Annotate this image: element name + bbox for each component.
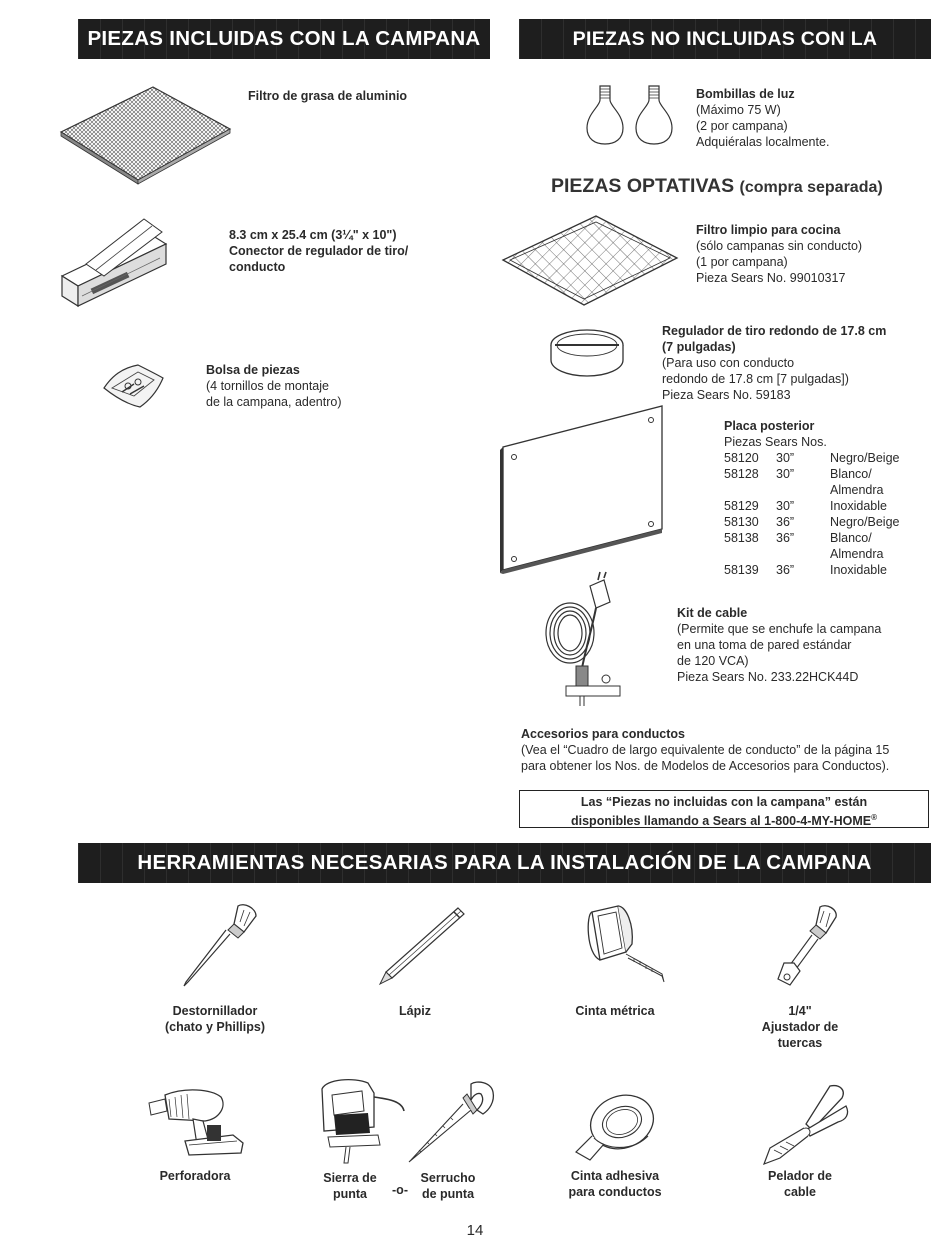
optional-parts-heading [551, 175, 883, 198]
part-number: 58128 [724, 467, 759, 481]
not-included-parts-banner [519, 19, 931, 90]
part-size: 30” [776, 499, 795, 513]
back-plate-description [724, 418, 900, 578]
wire-stripper-label-line1: Pelador de [768, 1169, 832, 1183]
optional-parts-title: PIEZAS OPTATIVAS [551, 175, 735, 197]
availability-notice-line2: disponibles llamando a Sears al 1-800-4-MY-HOME [571, 814, 872, 829]
back-plate-row [724, 530, 900, 546]
drill-caption [125, 1168, 265, 1184]
round-damper-illustration [549, 328, 625, 378]
part-size: 30” [776, 467, 795, 481]
pencil-icon [378, 906, 468, 986]
cable-kit-title: Kit de cable [677, 606, 748, 620]
back-plate-row-continued [724, 482, 900, 498]
part-color: Inoxidable [830, 563, 887, 577]
jigsaw-label-line2: punta [332, 1187, 368, 1201]
wire-stripper-icon [760, 1084, 850, 1166]
nut-driver-label-line1: 1/4" [788, 1004, 812, 1018]
connector-name-line1: Conector de regulador de tiro/ [229, 244, 409, 258]
back-plate-illustration [500, 404, 668, 576]
part-size: 30” [776, 451, 795, 465]
pencil-label: Lápiz [399, 1004, 431, 1018]
part-size: 36” [776, 563, 795, 577]
bulbs-line1: (Máximo 75 W) [696, 103, 781, 117]
connector-size: 8.3 cm x 25.4 cm (3¼" x 10") [229, 228, 397, 242]
part-color: Inoxidable [830, 499, 887, 513]
back-plate-subtitle: Piezas Sears Nos. [724, 435, 827, 449]
parts-bag-line1: (4 tornillos de montaje [206, 379, 329, 393]
cable-kit-illustration [540, 578, 622, 708]
parts-bag-illustration [100, 362, 166, 410]
pencil-caption [350, 1003, 480, 1019]
round-damper-part-number: Pieza Sears No. 59183 [662, 388, 791, 402]
back-plate-row [724, 562, 900, 578]
screwdriver-label-line2: (chato y Phillips) [164, 1020, 265, 1034]
part-number: 58129 [724, 499, 759, 513]
back-plate-row [724, 466, 900, 482]
clean-filter-description [696, 222, 862, 286]
drill-label: Perforadora [159, 1169, 231, 1183]
cable-kit-line2: en una toma de pared estándar [677, 638, 852, 652]
duct-accessories-line2: para obtener los Nos. de Modelos de Accesorios para Conductos). [521, 759, 890, 773]
wire-stripper-label-line2: cable [784, 1185, 816, 1199]
light-bulbs-illustration [583, 84, 678, 146]
clean-filter-title: Filtro limpio para cocina [696, 223, 841, 237]
page-number: 14 [466, 1222, 484, 1239]
part-color: Blanco/ [830, 467, 872, 481]
back-plate-row [724, 450, 900, 466]
round-damper-line2: redondo de 17.8 cm [7 pulgadas]) [662, 372, 849, 386]
back-plate-row-continued [724, 546, 900, 562]
keyhole-saw-label-line2: de punta [421, 1187, 475, 1201]
part-number: 58138 [724, 531, 759, 545]
parts-bag-line2: de la campana, adentro) [206, 395, 342, 409]
clean-filter-line1: (sólo campanas sin conducto) [696, 239, 863, 253]
wire-stripper-caption [750, 1168, 850, 1200]
keyhole-saw-caption [400, 1170, 496, 1202]
cable-kit-line1: (Permite que se enchufe la campana [677, 622, 882, 636]
duct-accessories-title: Accesorios para conductos [521, 727, 685, 741]
keyhole-saw-icon [405, 1080, 497, 1164]
screwdriver-icon [180, 902, 262, 988]
part-size: 36” [776, 515, 795, 529]
part-color: Blanco/ [830, 531, 872, 545]
part-color-continued: Almendra [830, 483, 884, 497]
connector-name-line2: conducto [229, 260, 286, 274]
tape-measure-icon [582, 904, 668, 984]
jigsaw-label-line1: Sierra de [323, 1171, 377, 1185]
parts-bag-description [206, 362, 342, 410]
aluminum-filter-label: Filtro de grasa de aluminio [248, 89, 408, 103]
round-damper-title2: (7 pulgadas) [662, 340, 736, 354]
tape-measure-label: Cinta métrica [575, 1004, 655, 1018]
duct-tape-caption [550, 1168, 680, 1200]
bulbs-description [696, 86, 829, 150]
back-plate-row [724, 498, 900, 514]
screwdriver-label-line1: Destornillador [172, 1004, 258, 1018]
round-damper-title1: Regulador de tiro redondo de 17.8 cm [662, 324, 887, 338]
drill-icon [145, 1085, 247, 1157]
bulbs-line2: (2 por campana) [696, 119, 788, 133]
or-separator: -o- [392, 1183, 408, 1197]
round-damper-line1: (Para uso con conducto [662, 356, 795, 370]
keyhole-saw-label-line1: Serrucho [420, 1171, 476, 1185]
duct-tape-icon [570, 1090, 668, 1162]
tools-title: HERRAMIENTAS NECESARIAS PARA LA INSTALACIÓN DE LA CAMPANA [137, 851, 872, 874]
nut-driver-caption [740, 1003, 860, 1051]
tape-measure-caption [550, 1003, 680, 1019]
part-size: 36” [776, 531, 795, 545]
jigsaw-icon [318, 1077, 406, 1167]
clean-filter-part-number: Pieza Sears No. 99010317 [696, 271, 846, 285]
part-color-continued: Almendra [830, 547, 884, 561]
not-included-parts-title: PIEZAS NO INCLUIDAS CON LA CAMPANA* [572, 28, 878, 90]
duct-accessories-line1: (Vea el “Cuadro de largo equivalente de conducto” de la página 15 [521, 743, 890, 757]
bulbs-line3: Adquiéralas localmente. [696, 135, 830, 149]
duct-tape-label-line2: para conductos [568, 1185, 662, 1199]
part-color: Negro/Beige [830, 515, 900, 529]
part-number: 58139 [724, 563, 759, 577]
back-plate-title: Placa posterior [724, 419, 815, 433]
included-parts-banner [78, 19, 490, 59]
clean-filter-line2: (1 por campana) [696, 255, 788, 269]
clean-filter-illustration [500, 214, 680, 308]
screwdriver-caption [130, 1003, 300, 1035]
optional-parts-subtitle: (compra separada) [739, 179, 883, 196]
cable-kit-description [677, 605, 881, 685]
connector-description [229, 227, 408, 275]
bulbs-title: Bombillas de luz [696, 87, 795, 101]
back-plate-row [724, 514, 900, 530]
cable-kit-part-number: Pieza Sears No. 233.22HCK44D [677, 670, 859, 684]
round-damper-description [662, 323, 886, 403]
part-number: 58120 [724, 451, 759, 465]
nut-driver-icon [770, 903, 842, 991]
availability-notice-line1: Las “Piezas no incluidas con la campana” están [580, 795, 868, 809]
aluminum-filter-illustration [58, 84, 233, 184]
duct-accessories-description [521, 726, 889, 774]
duct-tape-label-line1: Cinta adhesiva [570, 1169, 660, 1183]
availability-notice-box [519, 790, 929, 828]
nut-driver-label-line3: tuercas [777, 1036, 823, 1050]
nut-driver-label-line2: Ajustador de [761, 1020, 839, 1034]
registered-mark: ® [871, 813, 877, 822]
included-parts-title: PIEZAS INCLUIDAS CON LA CAMPANA [87, 27, 481, 50]
tools-banner [78, 843, 931, 883]
parts-bag-title: Bolsa de piezas [206, 363, 300, 377]
damper-connector-illustration [56, 214, 171, 314]
part-color: Negro/Beige [830, 451, 900, 465]
cable-kit-line3: de 120 VCA) [677, 654, 749, 668]
part-number: 58130 [724, 515, 759, 529]
